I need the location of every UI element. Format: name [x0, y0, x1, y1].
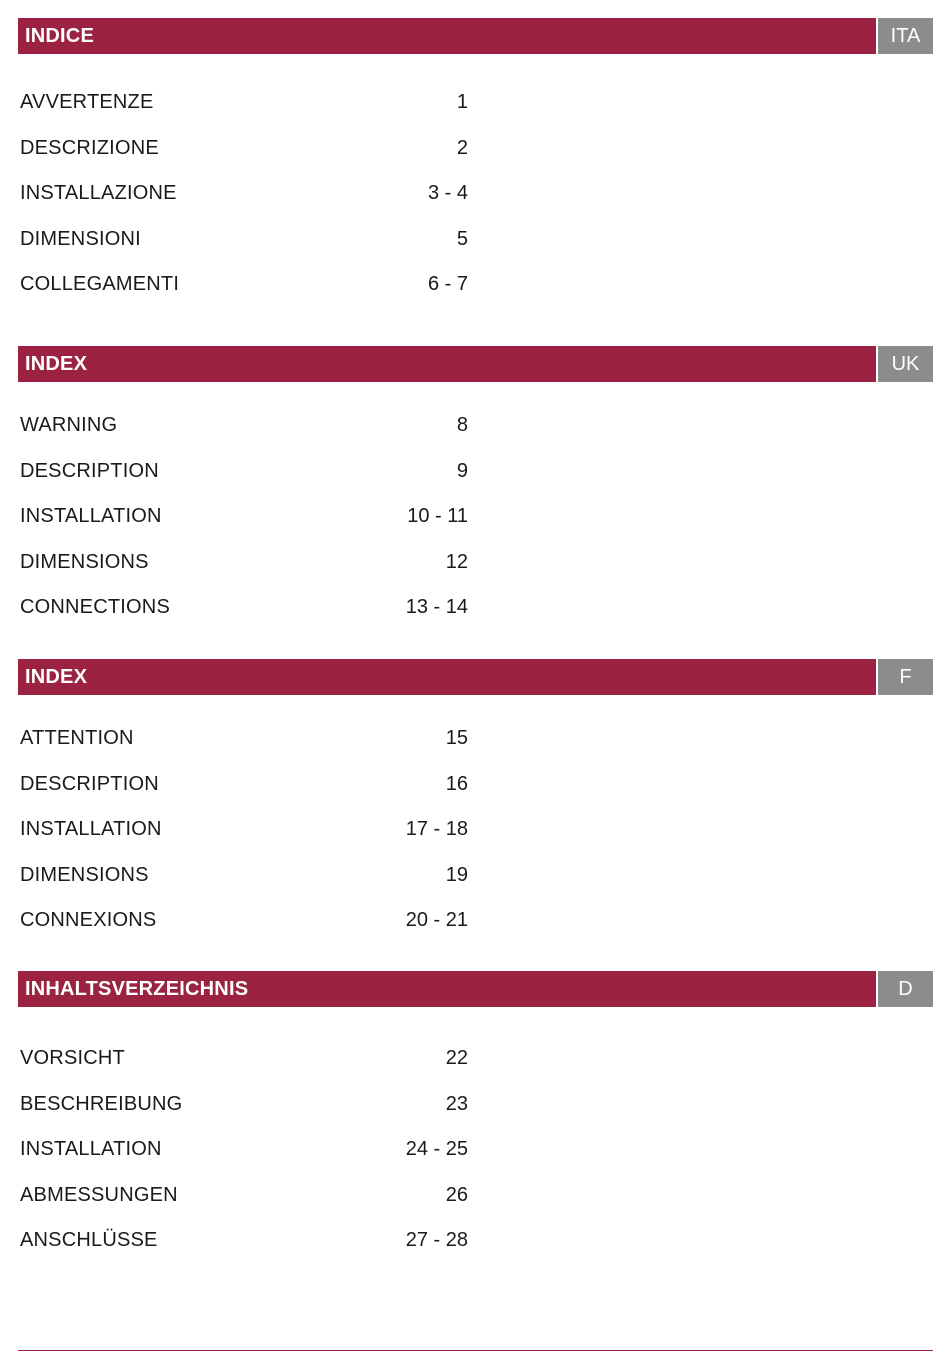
toc-entry-page: 17 - 18 [405, 818, 468, 841]
footer-divider [18, 1350, 933, 1351]
toc-entry-label: CONNEXIONS [20, 909, 157, 932]
toc-entry[interactable] [18, 1182, 933, 1228]
toc-entry[interactable] [18, 907, 933, 953]
toc-entry-page: 24 - 25 [405, 1138, 468, 1161]
toc-entry-page: 19 [445, 863, 468, 886]
toc-entry-label: ABMESSUNGEN [20, 1183, 178, 1206]
toc-entry[interactable] [18, 862, 933, 908]
toc-entry[interactable] [18, 1045, 933, 1091]
toc-entry[interactable] [18, 412, 933, 458]
toc-entry-page: 12 [445, 550, 468, 573]
language-tag: UK [878, 346, 933, 382]
toc-entry-label: WARNING [20, 414, 118, 436]
language-tag: F [878, 659, 933, 695]
toc-entry[interactable] [18, 226, 933, 272]
toc-entry[interactable] [18, 725, 933, 771]
toc-entry-label: BESCHREIBUNG [20, 1092, 183, 1115]
toc-entry[interactable] [18, 1091, 933, 1137]
toc-entry[interactable] [18, 271, 933, 317]
toc-list [18, 1045, 933, 1273]
toc-entry-label: DIMENSIONS [20, 550, 149, 573]
toc-entry-page: 16 [445, 772, 468, 795]
toc-entry-label: CONNECTIONS [20, 596, 170, 619]
toc-entry-label: AVVERTENZE [20, 91, 154, 113]
section-header [18, 971, 933, 1007]
toc-entry[interactable] [18, 816, 933, 862]
index-section-ita [18, 18, 933, 317]
toc-entry-page: 3 - 4 [427, 182, 468, 205]
language-tag: ITA [878, 18, 933, 54]
toc-entry[interactable] [18, 89, 933, 135]
toc-entry-page: 15 [445, 727, 468, 749]
toc-entry-label: ANSCHLÜSSE [20, 1229, 158, 1252]
toc-entry-page: 6 - 7 [427, 273, 468, 296]
toc-entry[interactable] [18, 135, 933, 181]
toc-entry-label: VORSICHT [20, 1047, 125, 1069]
index-section-f [18, 659, 933, 953]
toc-entry-label: DESCRIPTION [20, 772, 159, 795]
section-title: INDEX [18, 659, 876, 695]
toc-entry-label: INSTALLATION [20, 505, 162, 528]
section-header [18, 659, 933, 695]
toc-entry[interactable] [18, 549, 933, 595]
toc-list [18, 89, 933, 317]
toc-list [18, 725, 933, 953]
toc-entry[interactable] [18, 771, 933, 817]
section-header [18, 346, 933, 382]
language-tag: D [878, 971, 933, 1007]
section-title: INHALTSVERZEICHNIS [18, 971, 876, 1007]
toc-entry-page: 26 [445, 1183, 468, 1206]
index-section-uk [18, 346, 933, 640]
toc-entry-label: INSTALLATION [20, 1138, 162, 1161]
toc-entry[interactable] [18, 594, 933, 640]
toc-entry-page: 27 - 28 [405, 1229, 468, 1252]
toc-entry-page: 20 - 21 [405, 909, 468, 932]
toc-list [18, 412, 933, 640]
toc-entry-label: DESCRIZIONE [20, 136, 159, 159]
section-header [18, 18, 933, 54]
toc-entry-label: DESCRIPTION [20, 459, 159, 482]
section-title: INDEX [18, 346, 876, 382]
toc-entry-label: DIMENSIONI [20, 227, 141, 250]
toc-entry-page: 5 [456, 227, 468, 250]
index-section-d [18, 971, 933, 1273]
toc-entry-page: 13 - 14 [405, 596, 468, 619]
toc-entry-label: COLLEGAMENTI [20, 273, 180, 296]
toc-entry-page: 10 - 11 [407, 505, 468, 528]
toc-entry[interactable] [18, 1227, 933, 1273]
toc-entry-page: 1 [456, 91, 468, 113]
toc-entry-page: 22 [445, 1047, 468, 1069]
toc-entry[interactable] [18, 1136, 933, 1182]
toc-entry[interactable] [18, 180, 933, 226]
toc-entry-label: INSTALLAZIONE [20, 182, 177, 205]
toc-entry-page: 8 [456, 414, 468, 436]
toc-entry-label: INSTALLATION [20, 818, 162, 841]
toc-entry-page: 23 [445, 1092, 468, 1115]
toc-entry[interactable] [18, 458, 933, 504]
toc-entry-label: DIMENSIONS [20, 863, 149, 886]
toc-entry[interactable] [18, 503, 933, 549]
toc-entry-page: 9 [456, 459, 468, 482]
toc-entry-page: 2 [456, 136, 468, 159]
toc-entry-label: ATTENTION [20, 727, 134, 749]
section-title: INDICE [18, 18, 876, 54]
